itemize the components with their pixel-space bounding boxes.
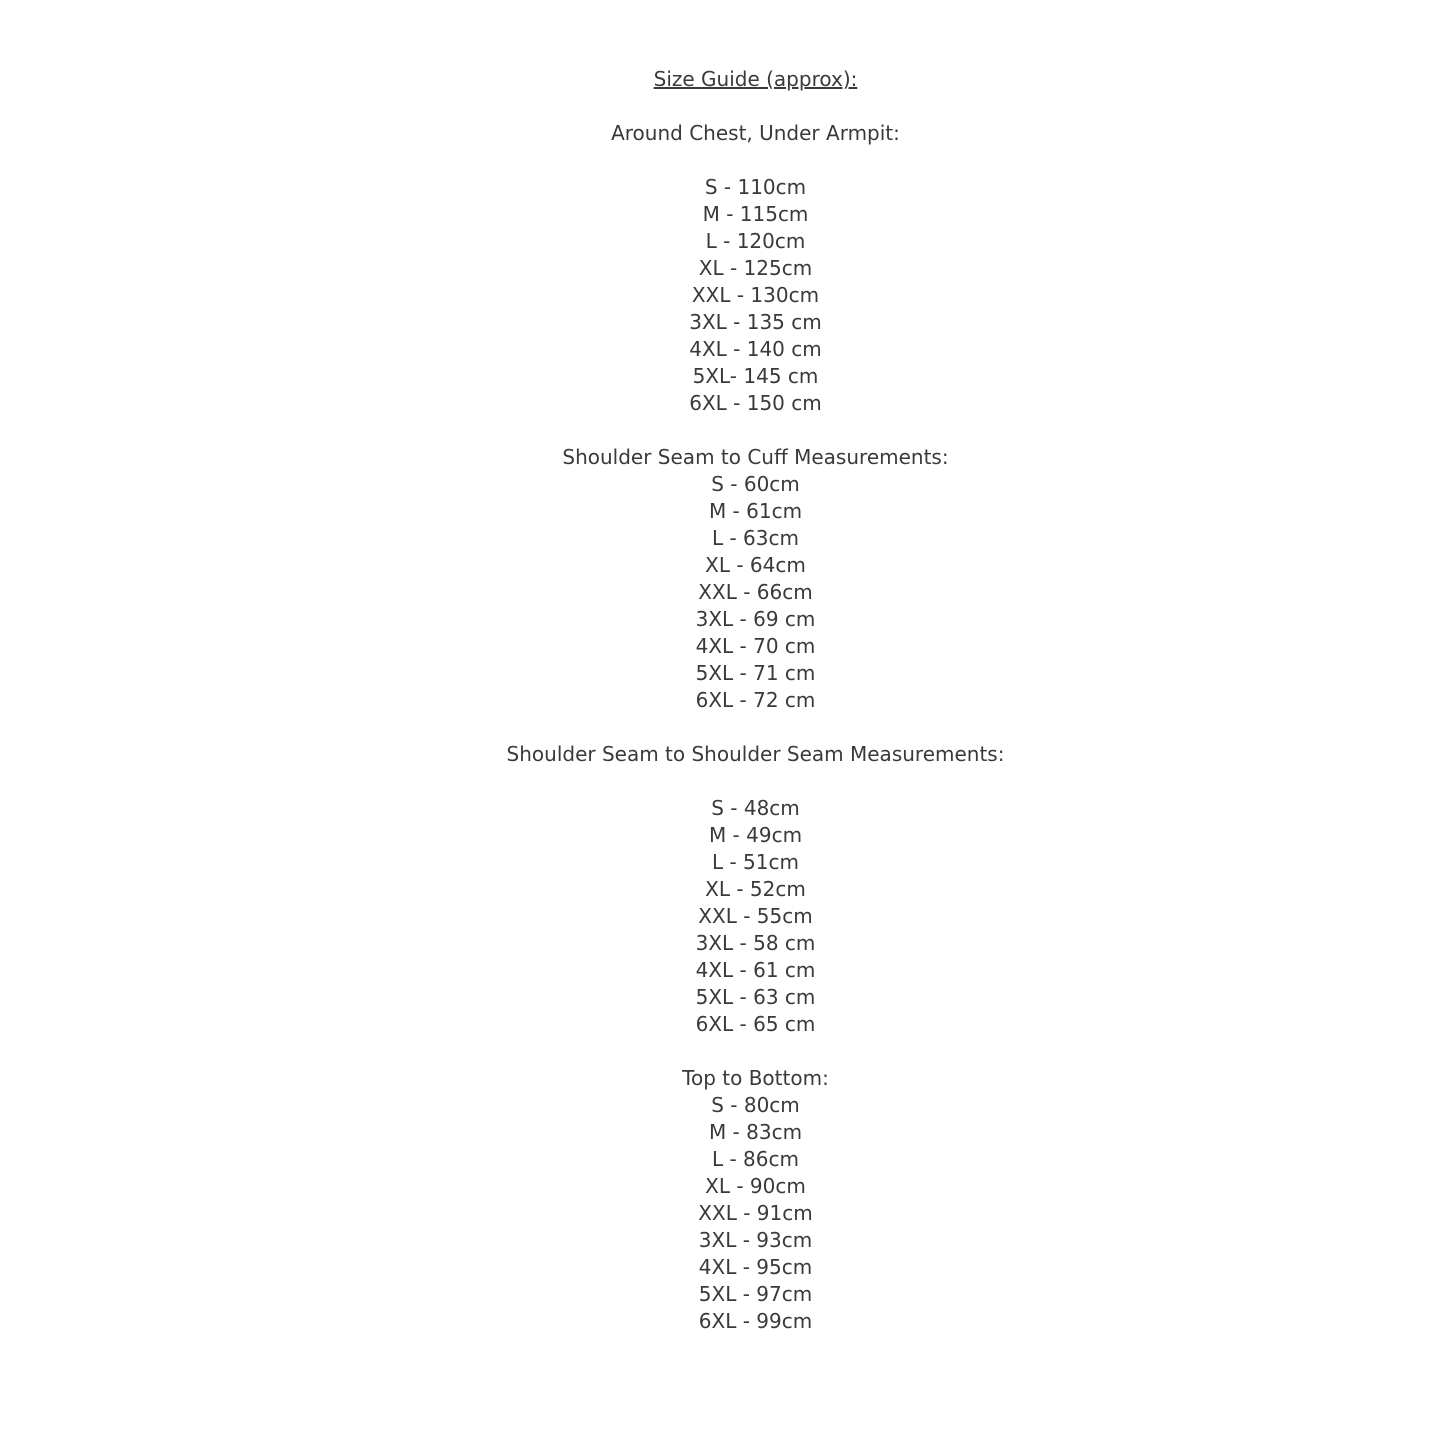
size-line: 3XL - 135 cm [689,310,822,334]
size-line: 5XL - 97cm [698,1282,813,1306]
section-heading: Top to Bottom: [682,1066,829,1090]
size-line: XXL - 66cm [698,580,813,604]
size-line: 3XL - 58 cm [695,931,816,955]
size-line: M - 49cm [708,823,803,847]
section-shoulder-to-cuff [33,444,1445,714]
size-line: L - 51cm [711,850,799,874]
size-line: XL - 52cm [705,877,806,901]
size-line: XXL - 55cm [698,904,813,928]
size-line: 4XL - 70 cm [695,634,816,658]
section-around-chest [33,120,1445,417]
size-line: 5XL - 71 cm [695,661,816,685]
size-guide-content [33,0,1445,1435]
size-line: XXL - 91cm [698,1201,813,1225]
section-heading: Shoulder Seam to Cuff Measurements: [562,445,949,469]
size-line: M - 115cm [702,202,809,226]
size-line: XXL - 130cm [691,283,820,307]
size-line: XL - 125cm [698,256,813,280]
size-line: M - 61cm [708,499,803,523]
size-line: 3XL - 93cm [698,1228,813,1252]
size-line: XL - 64cm [705,553,806,577]
size-line: L - 120cm [705,229,806,253]
section-heading: Around Chest, Under Armpit: [611,121,900,145]
size-line: L - 63cm [711,526,799,550]
size-line: S - 110cm [704,175,807,199]
size-line: 4XL - 61 cm [695,958,816,982]
size-line: 6XL - 65 cm [695,1012,816,1036]
section-heading: Shoulder Seam to Shoulder Seam Measurements: [506,742,1005,766]
size-line: 5XL - 63 cm [695,985,816,1009]
size-line: S - 60cm [711,472,800,496]
size-line: 5XL- 145 cm [692,364,819,388]
page-title: Size Guide (approx): [653,67,858,91]
size-line: 6XL - 150 cm [689,391,822,415]
size-line: XL - 90cm [705,1174,806,1198]
size-line: M - 83cm [708,1120,803,1144]
size-line: 4XL - 95cm [698,1255,813,1279]
size-line: S - 80cm [711,1093,800,1117]
size-line: L - 86cm [711,1147,799,1171]
section-shoulder-to-shoulder [33,741,1445,1038]
size-line: S - 48cm [711,796,800,820]
size-line: 6XL - 99cm [698,1309,813,1333]
size-line: 3XL - 69 cm [695,607,816,631]
size-line: 6XL - 72 cm [695,688,816,712]
size-line: 4XL - 140 cm [689,337,822,361]
section-top-to-bottom [33,1065,1445,1335]
